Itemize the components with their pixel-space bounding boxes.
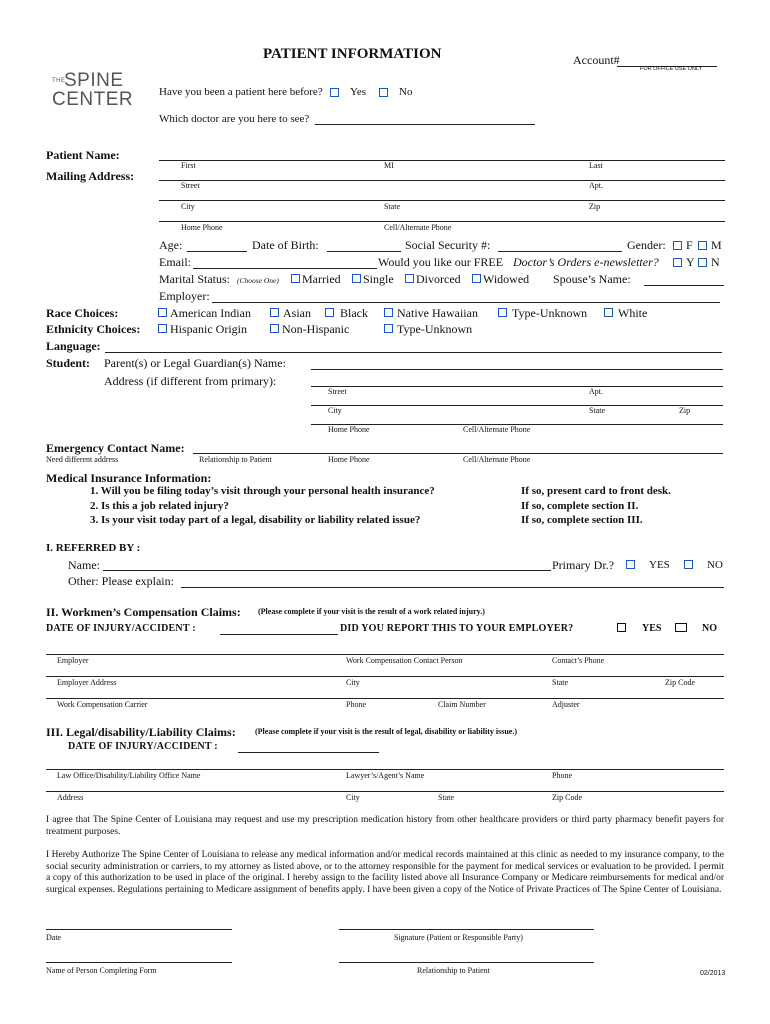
prev-patient-no-checkbox[interactable]: [379, 88, 388, 97]
student-home-phone-label: Home Phone: [328, 425, 370, 434]
street-label: Street: [181, 181, 200, 190]
office-use-note: FOR OFFICE USE ONLY: [640, 66, 703, 72]
widowed-checkbox[interactable]: [472, 274, 481, 283]
divorced-checkbox[interactable]: [405, 274, 414, 283]
mailing-address-label: Mailing Address:: [46, 169, 135, 183]
race-black-checkbox[interactable]: [325, 308, 334, 317]
patient-name-label: Patient Name:: [46, 148, 120, 162]
ethnicity-hispanic-checkbox[interactable]: [158, 324, 167, 333]
employer-zip-label: Zip Code: [665, 678, 695, 687]
referred-name-label: Name:: [68, 558, 100, 572]
guardian-input-line[interactable]: [311, 369, 723, 370]
law-office-line[interactable]: [46, 769, 724, 770]
newsletter-name: Doctor’s Orders e-newsletter?: [513, 255, 659, 269]
report-employer-question: DID YOU REPORT THIS TO YOUR EMPLOYER?: [340, 623, 574, 634]
race-asian-label: Asian: [283, 306, 311, 320]
email-input-line[interactable]: [193, 268, 377, 269]
other-explain-label: Other: Please explain:: [68, 574, 174, 588]
race-asian-checkbox[interactable]: [270, 308, 279, 317]
insurance-q3: 3. Is your visit today part of a legal, disability or liability related issue?: [90, 514, 421, 526]
report-no-label: NO: [702, 623, 717, 634]
city-line[interactable]: [159, 200, 725, 201]
employer-field-label: Employer: [57, 656, 89, 665]
newsletter-n-label: N: [711, 255, 720, 269]
adjuster-label: Adjuster: [552, 700, 580, 709]
race-unknown-checkbox[interactable]: [498, 308, 507, 317]
workmens-title: II. Workmen’s Compensation Claims:: [46, 605, 241, 619]
primary-dr-yes-checkbox[interactable]: [626, 560, 635, 569]
prev-patient-no-label: No: [399, 86, 413, 98]
relationship-label: Relationship to Patient: [417, 966, 490, 975]
ssn-input-line[interactable]: [498, 251, 622, 252]
dob-label: Date of Birth:: [252, 238, 319, 252]
insurance-q2: 2. Is this a job related injury?: [90, 500, 229, 512]
contact-phone-label: Contact’s Phone: [552, 656, 605, 665]
doctor-input-line[interactable]: [315, 124, 535, 125]
agent-name-label: Lawyer’s/Agent’s Name: [346, 771, 425, 780]
patient-signature-line[interactable]: [339, 929, 594, 930]
primary-dr-yes-label: YES: [649, 559, 670, 571]
student-apt-label: Apt.: [589, 387, 603, 396]
age-label: Age:: [159, 238, 183, 252]
legal-note: (Please complete if your visit is the result of legal, disability or liability issue.): [255, 727, 517, 736]
city-label: City: [181, 202, 195, 211]
language-input-line[interactable]: [105, 352, 722, 353]
first-label: First: [181, 161, 196, 170]
employer-line[interactable]: [46, 654, 724, 655]
carrier-line[interactable]: [46, 698, 724, 699]
student-cell-phone-label: Cell/Alternate Phone: [463, 425, 531, 434]
employer-address-label: Employer Address: [57, 678, 117, 687]
legal-city-label: City: [346, 793, 360, 802]
divorced-label: Divorced: [416, 272, 461, 286]
newsletter-y-checkbox[interactable]: [673, 258, 682, 267]
prev-patient-yes-checkbox[interactable]: [330, 88, 339, 97]
student-label: Student:: [46, 356, 91, 370]
insurance-title: Medical Insurance Information:: [46, 471, 212, 485]
phone-line[interactable]: [159, 221, 725, 222]
account-label: Account#: [573, 53, 620, 67]
student-city-line[interactable]: [311, 405, 723, 406]
legal-address-label: Address: [57, 793, 84, 802]
completer-label: Name of Person Completing Form: [46, 966, 157, 975]
apt-label: Apt.: [589, 181, 603, 190]
zip-label: Zip: [589, 202, 601, 211]
ethnicity-hispanic-label: Hispanic Origin: [170, 322, 247, 336]
doctor-question: Which doctor are you here to see?: [159, 113, 310, 125]
newsletter-question: Would you like our FREE: [378, 255, 504, 269]
ethnicity-label: Ethnicity Choices:: [46, 322, 141, 336]
student-state-label: State: [589, 406, 605, 415]
language-label: Language:: [46, 339, 101, 353]
completer-name-line[interactable]: [46, 962, 232, 963]
carrier-phone-label: Phone: [346, 700, 366, 709]
referred-name-input-line[interactable]: [103, 570, 551, 571]
page-title: PATIENT INFORMATION: [263, 46, 442, 62]
revision-date: 02/2013: [700, 970, 726, 977]
dob-input-line[interactable]: [327, 251, 401, 252]
mi-label: MI: [384, 161, 394, 170]
newsletter-n-checkbox[interactable]: [698, 258, 707, 267]
workmens-date-input-line[interactable]: [220, 634, 338, 635]
legal-address-line[interactable]: [46, 791, 724, 792]
primary-dr-no-label: NO: [707, 559, 723, 571]
employer-city-label: City: [346, 678, 360, 687]
home-phone-label: Home Phone: [181, 223, 223, 232]
carrier-label: Work Compensation Carrier: [57, 700, 148, 709]
insurance-a2: If so, complete section II.: [521, 500, 639, 512]
contact-person-label: Work Compensation Contact Person: [346, 656, 463, 665]
patient-name-line[interactable]: [159, 160, 725, 161]
race-native-hawaiian-checkbox[interactable]: [384, 308, 393, 317]
logo-spine: SPINE: [64, 70, 124, 91]
guardian-label: Parent(s) or Legal Guardian(s) Name:: [104, 356, 286, 370]
legal-zip-label: Zip Code: [552, 793, 582, 802]
gender-f-label: F: [686, 238, 693, 252]
prev-patient-yes-label: Yes: [350, 86, 367, 98]
married-checkbox[interactable]: [291, 274, 300, 283]
logo-center: CENTER: [52, 89, 134, 110]
employer-state-label: State: [552, 678, 568, 687]
relationship-line[interactable]: [339, 962, 594, 963]
prev-patient-question: Have you been a patient here before?: [159, 86, 323, 98]
ethnicity-unknown-checkbox[interactable]: [384, 324, 393, 333]
insurance-a1: If so, present card to front desk.: [521, 485, 671, 497]
insurance-q1: 1. Will you be filing today’s visit through your personal health insurance?: [90, 485, 435, 497]
report-yes-label: YES: [642, 623, 662, 634]
ethnicity-unknown-label: Type-Unknown: [397, 322, 473, 336]
student-zip-label: Zip: [679, 406, 691, 415]
gender-f-checkbox[interactable]: [673, 241, 682, 250]
married-label: Married: [302, 272, 341, 286]
race-black-label: Black: [340, 306, 368, 320]
authorization-paragraph: I Hereby Authorize The Spine Center of Louisiana to release any medical information and/or medical records maintained at this clinic as needed to my insurance company, to the social security administration or carriers, to my attorney as listed above, or to the attorney responsible for the payment for medical services or evaluation to be provided. I permit a copy of this authorization to be used in place of the original. I hereby assign to the facility listed above all Insurance Company or Medicare reimbursements for medical and/or surgical expenses. Regulations pertaining to Medicare assignment of benefits apply. I have been given a copy of the Notice of Private Practices of The Spine Center of Louisiana.: [46, 850, 724, 895]
race-unknown-label: Type-Unknown: [512, 306, 588, 320]
employer-label: Employer:: [159, 289, 210, 303]
gender-m-checkbox[interactable]: [698, 241, 707, 250]
emergency-label: Emergency Contact Name:: [46, 441, 185, 455]
prescription-agreement: I agree that The Spine Center of Louisiana may request and use my prescription medication history from other healthcare providers or third party pharmacy benefit payers for treatment purposes.: [46, 815, 724, 837]
last-label: Last: [589, 161, 603, 170]
race-american-indian-checkbox[interactable]: [158, 308, 167, 317]
emergency-input-line[interactable]: [193, 453, 723, 454]
legal-date-label: DATE OF INJURY/ACCIDENT :: [68, 741, 218, 752]
student-address-label: Address (if different from primary):: [104, 374, 277, 388]
date-signature-line[interactable]: [46, 929, 232, 930]
race-american-indian-label: American Indian: [170, 306, 251, 320]
emergency-note: Need different address: [46, 455, 119, 464]
insurance-a3: If so, complete section III.: [521, 514, 643, 526]
race-native-hawaiian-label: Native Hawaiian: [397, 306, 478, 320]
ethnicity-non-hispanic-label: Non-Hispanic: [282, 322, 350, 336]
agent-phone-label: Phone: [552, 771, 572, 780]
cell-phone-label: Cell/Alternate Phone: [384, 223, 452, 232]
claim-number-label: Claim Number: [438, 700, 486, 709]
emergency-cell-phone-label: Cell/Alternate Phone: [463, 455, 531, 464]
newsletter-y-label: Y: [686, 255, 695, 269]
spouse-label: Spouse’s Name:: [553, 272, 631, 286]
marital-label: Marital Status:: [159, 272, 230, 286]
emergency-relationship-label: Relationship to Patient: [199, 455, 272, 464]
signature-label: Signature (Patient or Responsible Party): [394, 933, 523, 942]
law-office-label: Law Office/Disability/Liability Office Name: [57, 771, 201, 780]
legal-state-label: State: [438, 793, 454, 802]
employer-input-line[interactable]: [212, 302, 720, 303]
employer-address-line[interactable]: [46, 676, 724, 677]
state-label: State: [384, 202, 400, 211]
primary-dr-label: Primary Dr.?: [552, 558, 614, 572]
age-input-line[interactable]: [187, 251, 247, 252]
choose-one-note: (Choose One): [237, 276, 279, 285]
widowed-label: Widowed: [483, 272, 530, 286]
gender-label: Gender:: [627, 238, 666, 252]
race-white-label: White: [618, 306, 648, 320]
emergency-home-phone-label: Home Phone: [328, 455, 370, 464]
ssn-label: Social Security #:: [405, 238, 491, 252]
student-street-label: Street: [328, 387, 347, 396]
other-explain-input-line[interactable]: [181, 587, 724, 588]
report-no-checkbox[interactable]: [675, 623, 687, 632]
race-white-checkbox[interactable]: [604, 308, 613, 317]
street-line[interactable]: [159, 180, 725, 181]
gender-m-label: M: [711, 238, 722, 252]
logo-the: THE: [52, 78, 66, 84]
race-label: Race Choices:: [46, 306, 119, 320]
student-city-label: City: [328, 406, 342, 415]
workmens-date-label: DATE OF INJURY/ACCIDENT :: [46, 623, 196, 634]
report-yes-checkbox[interactable]: [617, 623, 626, 632]
spouse-input-line[interactable]: [644, 285, 724, 286]
email-label: Email:: [159, 255, 191, 269]
ethnicity-non-hispanic-checkbox[interactable]: [270, 324, 279, 333]
legal-title: III. Legal/disability/Liability Claims:: [46, 725, 236, 739]
single-label: Single: [363, 272, 394, 286]
primary-dr-no-checkbox[interactable]: [684, 560, 693, 569]
referred-title: I. REFERRED BY :: [46, 542, 141, 554]
legal-date-input-line[interactable]: [238, 752, 379, 753]
single-checkbox[interactable]: [352, 274, 361, 283]
workmens-note: (Please complete if your visit is the result of a work related injury.): [258, 607, 485, 616]
student-street-line[interactable]: [311, 386, 723, 387]
date-label: Date: [46, 933, 62, 942]
